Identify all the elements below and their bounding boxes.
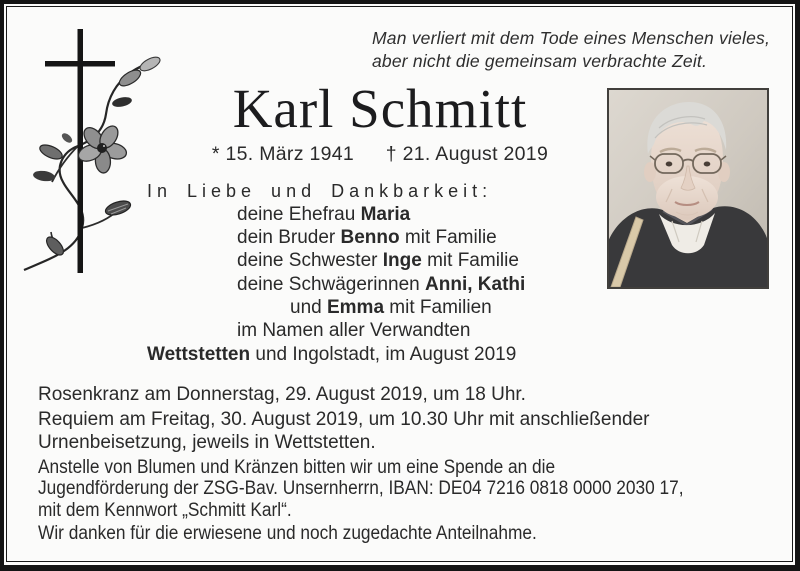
epigraph	[372, 27, 770, 73]
epigraph-line1: Man verliert mit dem Tode eines Menschen vieles,	[372, 28, 771, 48]
thanks-note: Wir danken für die erwiesene und noch zugedachte Anteilnahme.	[38, 523, 537, 544]
mourner-name: Benno	[340, 227, 400, 249]
deceased-name: Karl Schmitt	[232, 78, 528, 139]
donation-note	[38, 457, 684, 521]
mourner-name: Anni, Kathi	[425, 273, 526, 295]
event-requiem-line2: Urnenbeisetzung, jeweils in Wettstetten.	[38, 432, 376, 453]
donation-line3: mit dem Kennwort „Schmitt Karl“.	[38, 499, 292, 521]
mourner-row: deine Schwägerinnen Anni, Kathi	[237, 273, 526, 295]
donation-line2: Jugendförderung der ZSG-Bav. Unsernherrn, IBAN: DE04 7216 0818 0000 2030 17,	[38, 478, 684, 500]
mourner-row: im Namen aller Verwandten	[237, 320, 471, 342]
salutation: In Liebe und Dankbarkeit:	[147, 181, 493, 201]
donation-line1: Anstelle von Blumen und Kränzen bitten wir um eine Spende an die	[38, 457, 556, 478]
event-rosenkranz: Rosenkranz am Donnerstag, 29. August 2019, um 18 Uhr.	[38, 384, 526, 405]
mourner-row: deine Schwester Inge mit Familie	[237, 250, 519, 272]
life-dates	[150, 143, 610, 166]
mourner-row: dein Bruder Benno mit Familie	[237, 227, 497, 249]
cross-flower-icon	[18, 20, 168, 275]
event-requiem-line1: Requiem am Freitag, 30. August 2019, um 10.30 Uhr mit anschließender	[38, 409, 650, 430]
dateline: Wettstetten und Ingolstadt, im August 2019	[147, 344, 517, 365]
dateline-place: Wettstetten	[147, 344, 251, 365]
birth-date: * 15. März 1941	[211, 143, 355, 165]
event-requiem	[38, 408, 650, 454]
mourner-name: Inge	[382, 250, 422, 272]
mourner-row: deine Ehefrau Maria	[237, 204, 411, 225]
portrait-photo	[607, 88, 769, 289]
mourners-list	[237, 203, 525, 342]
mourner-name: Emma	[326, 296, 385, 318]
death-date: † 21. August 2019	[385, 143, 549, 165]
epigraph-line2: aber nicht die gemeinsam verbrachte Zeit.	[372, 51, 708, 71]
mourner-row: und Emma mit Familien	[290, 296, 492, 318]
mourner-name: Maria	[360, 204, 411, 225]
